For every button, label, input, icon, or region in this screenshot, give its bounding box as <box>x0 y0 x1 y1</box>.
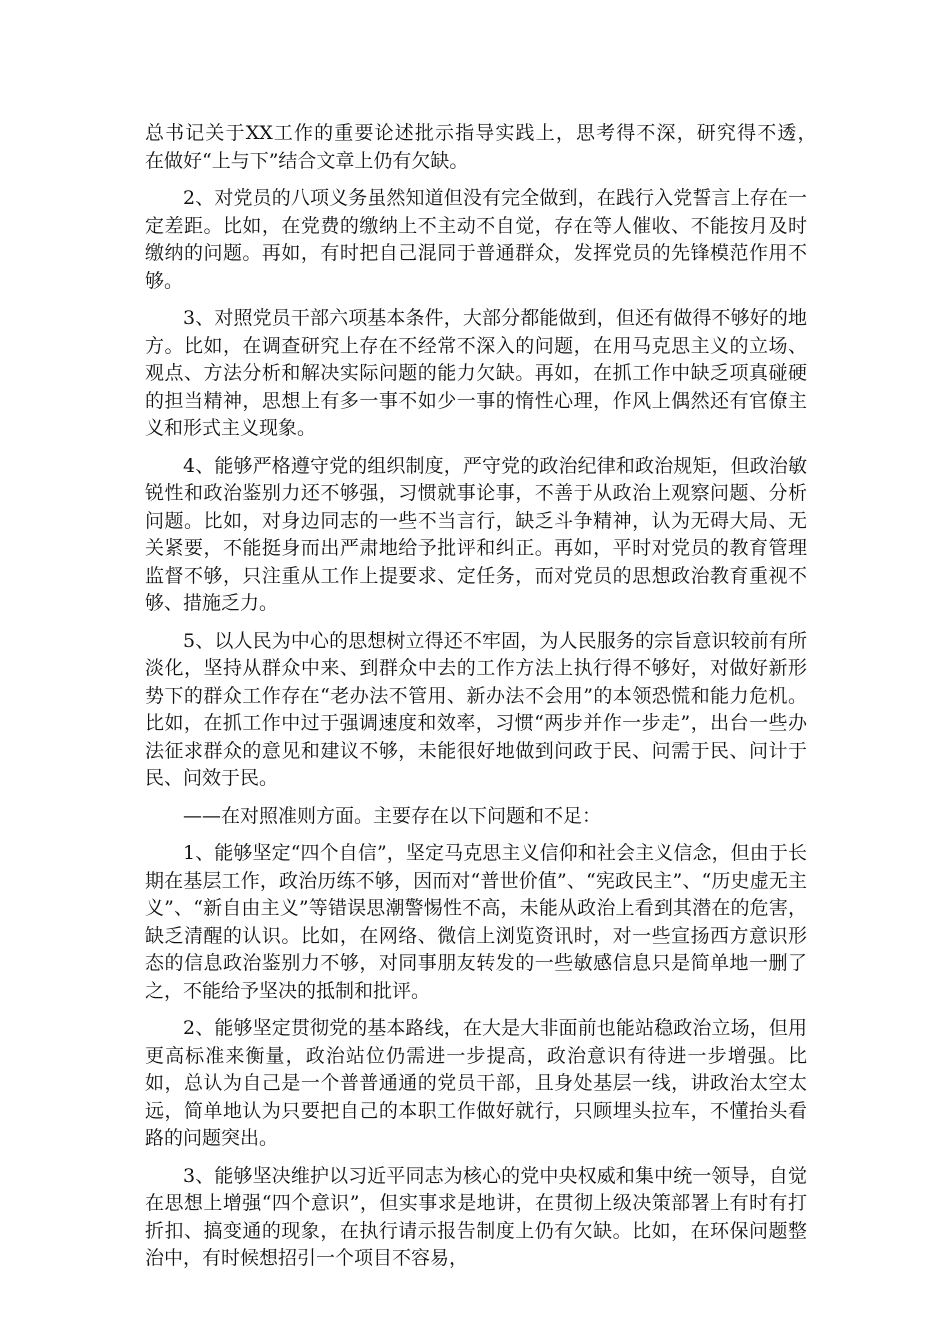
paragraph-organization-discipline: 4、能够严格遵守党的组织制度，严守党的政治纪律和政治规矩，但政治敏锐性和政治鉴别力还不够强，习惯就事论事，不善于从政治上观察问题、分析问题。比如，对身边同志的一些不当言行，缺乏斗争精神，认为无碍大局、无关紧要，不能挺身而出严肃地给予批评和纠正。再如，平时对党员的教育管理监督不够，只注重从工作上提要求、定任务，而对党员的思想政治教育重视不够、措施乏力。 <box>145 454 807 614</box>
paragraph-people-centered: 5、以人民为中心的思想树立得还不牢固，为人民服务的宗旨意识较前有所淡化，坚持从群众中来、到群众中去的工作方法上执行得不够好，对做好新形势下的群众工作存在“老办法不管用、新办法不会用”的本领恐慌和能力危机。比如，在抓工作中过于强调速度和效率，习惯“两步并作一步走”，出台一些办法征求群众的意见和建议不够，未能很好地做到问政于民、问需于民、问计于民、问效于民。 <box>145 629 807 789</box>
paragraph-cadre-conditions: 3、对照党员干部六项基本条件，大部分都能做到，但还有做得不够好的地方。比如，在调查研究上存在不经常不深入的问题，在用马克思主义的立场、观点、方法分析和解决实际问题的能力欠缺。再如，在抓工作中缺乏项真碰硬的担当精神，思想上有多一事不如少一事的惰性心理，作风上偶然还有官僚主义和形式主义现象。 <box>145 307 807 439</box>
paragraph-basic-line: 2、能够坚定贯彻党的基本路线，在大是大非面前也能站稳政治立场，但用更高标准来衡量，政治站位仍需进一步提高，政治意识有待进一步增强。比如，总认为自己是一个普普通通的党员干部，且身处基层一线，讲政治太空太远，简单地认为只要把自己的本职工作做好就行，只顾埋头拉车，不懂抬头看路的问题突出。 <box>145 1017 807 1149</box>
paragraph-central-authority: 3、能够坚决维护以习近平同志为核心的党中央权威和集中统一领导，自觉在思想上增强“四个意识”，但实事求是地讲，在贯彻上级决策部署上有时有打折扣、搞变通的现象，在执行请示报告制度上仍有欠缺。比如，在环保问题整治中，有时候想招引一个项目不容易， <box>145 1164 807 1269</box>
document-body <box>145 120 827 1283</box>
section-heading-guidelines: ——在对照准则方面。主要存在以下问题和不足： <box>183 804 602 827</box>
paragraph-continuation: 总书记关于XX工作的重要论述批示指导实践上，思考得不深，研究得不透， 在做好“上与下”结合文章上仍有欠缺。 <box>145 122 827 172</box>
paragraph-party-duties: 2、对党员的八项义务虽然知道但没有完全做到，在践行入党誓言上存在一定差距。比如，在党费的缴纳上不主动不自觉，存在等人催收、不能按月及时缴纳的问题。再如，有时把自己混同于普通群众，发挥党员的先锋模范作用不够。 <box>145 187 807 292</box>
paragraph-four-confidences: 1、能够坚定“四个自信”，坚定马克思主义信仰和社会主义信念，但由于长期在基层工作，政治历练不够，因而对“普世价值”、“宪政民主”、“历史虚无主义”、“新自由主义”等错误思潮警惕性不高，未能从政治上看到其潜在的危害，缺乏清醒的认识。比如，在网络、微信上浏览资讯时，对一些宣扬西方意识形态的信息政治鉴别力不够，对同事朋友转发的一些敏感信息只是简单地一删了之，不能给予坚决的抵制和批评。 <box>145 842 807 1002</box>
